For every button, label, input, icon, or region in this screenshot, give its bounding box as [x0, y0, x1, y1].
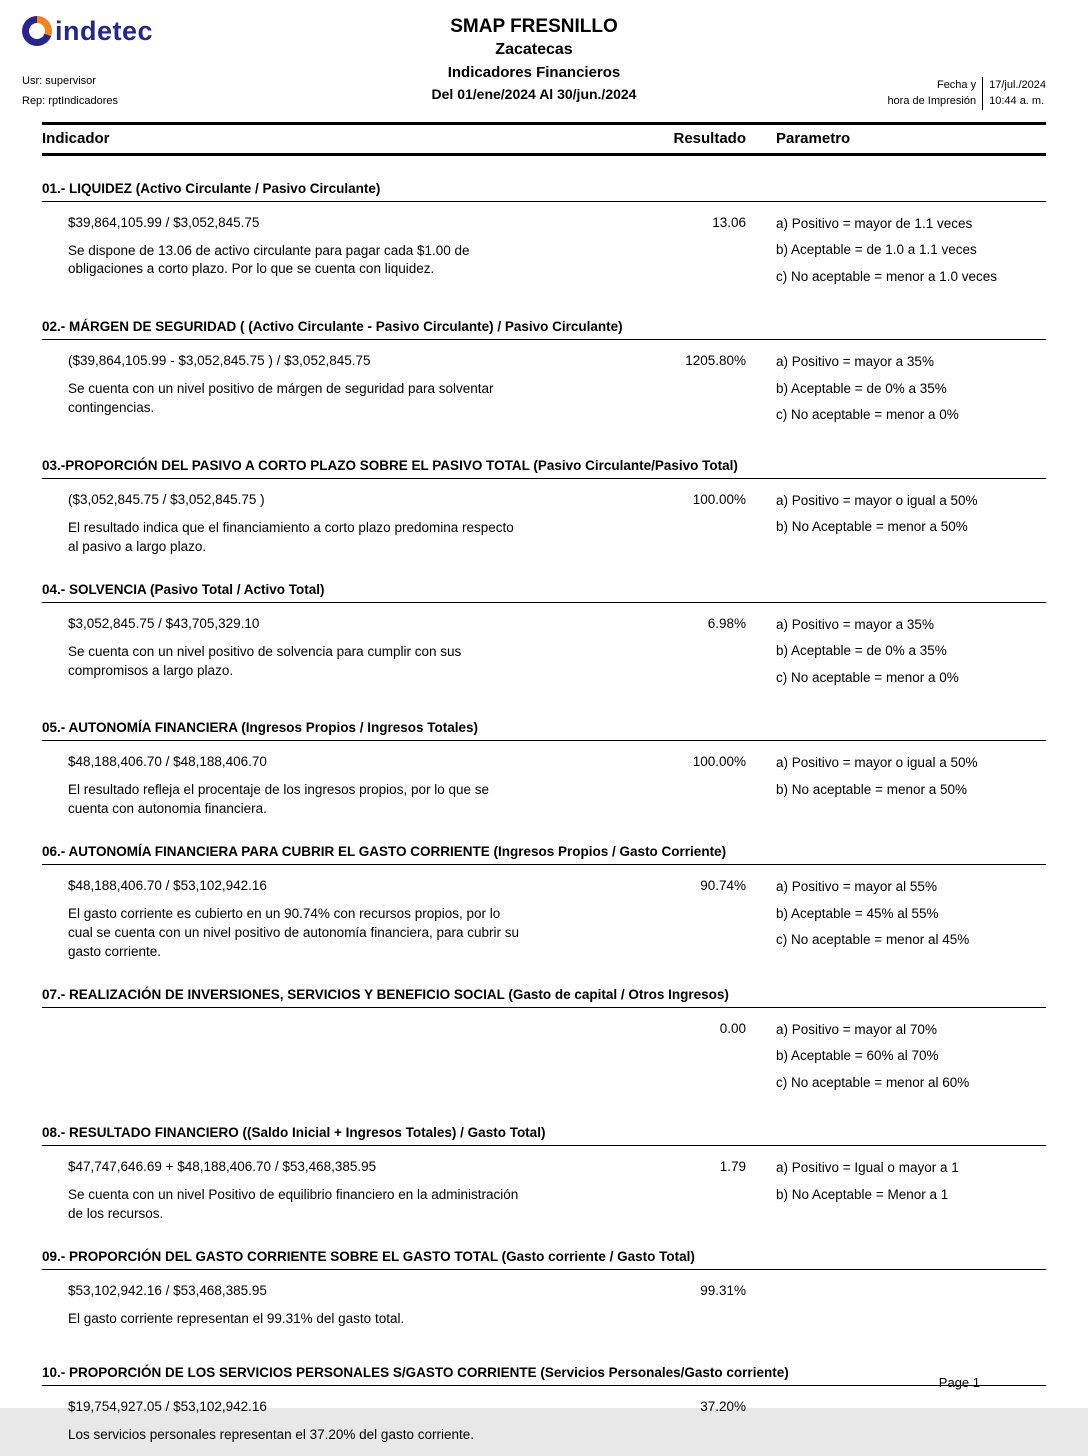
indicator-section-06: [42, 842, 1046, 962]
indicator-param: b) Aceptable = de 0% a 35%: [776, 380, 947, 396]
indicator-param: a) Positivo = mayor o igual a 50%: [776, 492, 978, 508]
indicator-description: Los servicios personales representan el 37.20% del gasto corriente.: [68, 1427, 474, 1443]
indicator-title: 08.- RESULTADO FINANCIERO ((Saldo Inicial + Ingresos Totales) / Gasto Total): [42, 1123, 1046, 1146]
header-titles: [302, 12, 766, 102]
indicator-left: [42, 616, 626, 696]
indicator-param: b) Aceptable = 60% al 70%: [776, 1048, 939, 1064]
indicator-result: 1.79: [719, 1159, 746, 1175]
report-line: Rep: rptIndicadores: [22, 94, 118, 107]
print-time: 10:44 a. m.: [989, 95, 1045, 108]
indicator-left: [42, 878, 626, 962]
indicator-params: [746, 1159, 1046, 1224]
indicator-section-10: [42, 1363, 1046, 1456]
indicator-params: [746, 1021, 1046, 1101]
indicator-left: [42, 1159, 626, 1224]
indicator-param: a) Positivo = mayor al 55%: [776, 879, 937, 895]
indicator-result: 100.00%: [692, 491, 746, 507]
indicator-result: 90.74%: [700, 878, 746, 894]
indicator-body: [42, 865, 1046, 962]
indicator-left: [42, 1283, 626, 1340]
indicator-title: 05.- AUTONOMÍA FINANCIERA (Ingresos Propios / Ingresos Totales): [42, 718, 1046, 741]
indicator-formula: $19,754,927.05 / $53,102,942.16: [68, 1399, 267, 1415]
header-left: [22, 12, 302, 112]
report-title: Indicadores Financieros: [447, 64, 621, 81]
table-header: [42, 122, 1046, 156]
indicator-params: [746, 878, 1046, 962]
column-header-result: Resultado: [673, 129, 746, 147]
page-number: Page 1: [938, 1375, 980, 1390]
indicator-formula: $47,747,646.69 + $48,188,406.70 / $53,468,385.95: [68, 1159, 377, 1175]
indicator-section-07: [42, 985, 1046, 1101]
print-datetime-values: [983, 77, 1046, 110]
column-header-parameter: Parametro: [776, 129, 851, 147]
indicator-formula: ($3,052,845.75 / $3,052,845.75 ): [68, 491, 265, 507]
org-state: Zacatecas: [495, 41, 573, 58]
indicator-title: 03.-PROPORCIÓN DEL PASIVO A CORTO PLAZO SOBRE EL PASIVO TOTAL (Pasivo Circulante/Pasivo Total): [42, 456, 1046, 479]
indicator-result: 37.20%: [700, 1399, 746, 1415]
indicator-params: [746, 616, 1046, 696]
indicator-param: b) No Aceptable = Menor a 1: [776, 1186, 949, 1202]
indicator-result: 100.00%: [692, 754, 746, 770]
report-period: Del 01/ene/2024 Al 30/jun./2024: [431, 86, 637, 102]
indicator-title: 02.- MÁRGEN DE SEGURIDAD ( (Activo Circulante - Pasivo Circulante) / Pasivo Circulante): [42, 317, 1046, 340]
indicator-param: a) Positivo = mayor o igual a 50%: [776, 755, 978, 771]
indicator-title: 10.- PROPORCIÓN DE LOS SERVICIOS PERSONALES S/GASTO CORRIENTE (Servicios Personales/Gasto corriente): [42, 1363, 1046, 1386]
indicators-list: [42, 179, 1046, 1456]
header-right: [766, 12, 1046, 112]
print-label-line1: Fecha y: [936, 78, 977, 91]
indicator-param: c) No aceptable = menor al 60%: [776, 1074, 970, 1090]
indicator-body: [42, 1008, 1046, 1101]
indicator-param: c) No aceptable = menor a 0%: [776, 407, 959, 423]
indicator-body: [42, 202, 1046, 295]
indicator-section-05: [42, 718, 1046, 819]
indicator-params: [746, 215, 1046, 295]
indicator-left: [42, 215, 626, 295]
indicator-param: b) No Aceptable = menor a 50%: [776, 519, 968, 535]
indicator-title: 09.- PROPORCIÓN DEL GASTO CORRIENTE SOBRE EL GASTO TOTAL (Gasto corriente / Gasto Total): [42, 1247, 1046, 1270]
indicator-body: [42, 479, 1046, 557]
indicator-body: [42, 1270, 1046, 1340]
print-label-line2: hora de Impresión: [887, 95, 977, 108]
indicator-formula: $39,864,105.99 / $3,052,845.75: [68, 214, 260, 230]
report-meta: [22, 72, 302, 112]
indicator-param: a) Positivo = mayor a 35%: [776, 354, 934, 370]
indicator-description: El resultado indica que el financiamiento a corto plazo predomina respecto al pasivo a largo plazo.: [68, 519, 514, 554]
indicator-left: [42, 1399, 626, 1456]
indicator-left: [42, 1021, 626, 1101]
indicator-description: Se cuenta con un nivel positivo de márgen de seguridad para solventar contingencias.: [68, 381, 494, 416]
indicator-params: [746, 1283, 1046, 1340]
indicator-title: 07.- REALIZACIÓN DE INVERSIONES, SERVICIOS Y BENEFICIO SOCIAL (Gasto de capital / Otros Ingresos): [42, 985, 1046, 1008]
indicator-section-04: [42, 580, 1046, 696]
indicator-result: 1205.80%: [685, 353, 746, 369]
indicator-result: 6.98%: [707, 615, 746, 631]
indicator-body: [42, 340, 1046, 433]
indicator-body: [42, 1146, 1046, 1224]
indicator-section-02: [42, 317, 1046, 433]
report-header: [0, 0, 1088, 112]
indicator-param: c) No aceptable = menor a 1.0 veces: [776, 268, 997, 284]
print-date: 17/jul./2024: [989, 78, 1046, 91]
indicator-param: b) No aceptable = menor a 50%: [776, 781, 967, 797]
indicator-description: El resultado refleja el procentaje de los ingresos propios, por lo que se cuenta con autonomia financiera.: [68, 782, 489, 817]
indicator-section-08: [42, 1123, 1046, 1224]
indetec-logo-text: indetec: [55, 15, 154, 46]
indicator-left: [42, 353, 626, 433]
indicator-param: b) Aceptable = de 0% a 35%: [776, 643, 947, 659]
indicator-formula: $53,102,942.16 / $53,468,385.95: [68, 1283, 267, 1299]
indicator-section-03: [42, 456, 1046, 557]
indicator-description: Se dispone de 13.06 de activo circulante para pagar cada $1.00 de obligaciones a corto plazo. Por lo que se cuenta con liquidez.: [68, 242, 470, 277]
indicator-param: a) Positivo = Igual o mayor a 1: [776, 1160, 959, 1176]
indetec-logo-icon: [22, 16, 52, 46]
indicator-params: [746, 754, 1046, 819]
indicator-param: a) Positivo = mayor al 70%: [776, 1021, 937, 1037]
indicator-body: [42, 741, 1046, 819]
indicator-body: [42, 603, 1046, 696]
indicator-formula: ($39,864,105.99 - $3,052,845.75 ) / $3,052,845.75: [68, 353, 371, 369]
column-header-indicator: Indicador: [42, 129, 110, 147]
indicator-formula: $3,052,845.75 / $43,705,329.10: [68, 615, 260, 631]
indicator-params: [746, 353, 1046, 433]
indicator-formula: $48,188,406.70 / $48,188,406.70: [68, 754, 267, 770]
indicator-section-09: [42, 1247, 1046, 1340]
indicator-title: 06.- AUTONOMÍA FINANCIERA PARA CUBRIR EL GASTO CORRIENTE (Ingresos Propios / Gasto Corriente): [42, 842, 1046, 865]
indicator-title: 01.- LIQUIDEZ (Activo Circulante / Pasivo Circulante): [42, 179, 1046, 202]
indetec-logo: [22, 16, 302, 46]
indicator-title: 04.- SOLVENCIA (Pasivo Total / Activo Total): [42, 580, 1046, 603]
indicator-left: [42, 492, 626, 557]
print-datetime-block: [887, 77, 1046, 110]
indicator-description: El gasto corriente es cubierto en un 90.74% con recursos propios, por lo cual se cuenta con un nivel positivo de autonomía financiera, para cubrir su gasto corriente.: [68, 906, 520, 959]
indicator-formula: [68, 1021, 626, 1038]
indicator-params: [746, 1399, 1046, 1456]
indicator-param: b) Aceptable = de 1.0 a 1.1 veces: [776, 242, 977, 258]
print-datetime-labels: [887, 77, 982, 110]
indicator-section-01: [42, 179, 1046, 295]
indicator-description: Se cuenta con un nivel Positivo de equilibrio financiero en la administración de los recursos.: [68, 1187, 519, 1222]
indicator-result: 13.06: [712, 214, 746, 230]
user-line: Usr: supervisor: [22, 75, 96, 87]
indicator-description: El gasto corriente representan el 99.31% del gasto total.: [68, 1311, 405, 1327]
indicator-param: b) Aceptable = 45% al 55%: [776, 905, 939, 921]
indicator-result: 99.31%: [700, 1283, 746, 1299]
indicator-left: [42, 754, 626, 819]
indicator-param: a) Positivo = mayor de 1.1 veces: [776, 215, 973, 231]
indicator-formula: $48,188,406.70 / $53,102,942.16: [68, 878, 267, 894]
indicator-params: [746, 492, 1046, 557]
indicator-param: c) No aceptable = menor a 0%: [776, 669, 959, 685]
indicator-param: c) No aceptable = menor al 45%: [776, 932, 970, 948]
indicator-param: a) Positivo = mayor a 35%: [776, 616, 934, 632]
org-name: SMAP FRESNILLO: [450, 16, 618, 37]
indicator-body: [42, 1386, 1046, 1456]
indicator-result: 0.00: [719, 1020, 746, 1036]
indicator-description: Se cuenta con un nivel positivo de solvencia para cumplir con sus compromisos a largo plazo.: [68, 643, 462, 678]
